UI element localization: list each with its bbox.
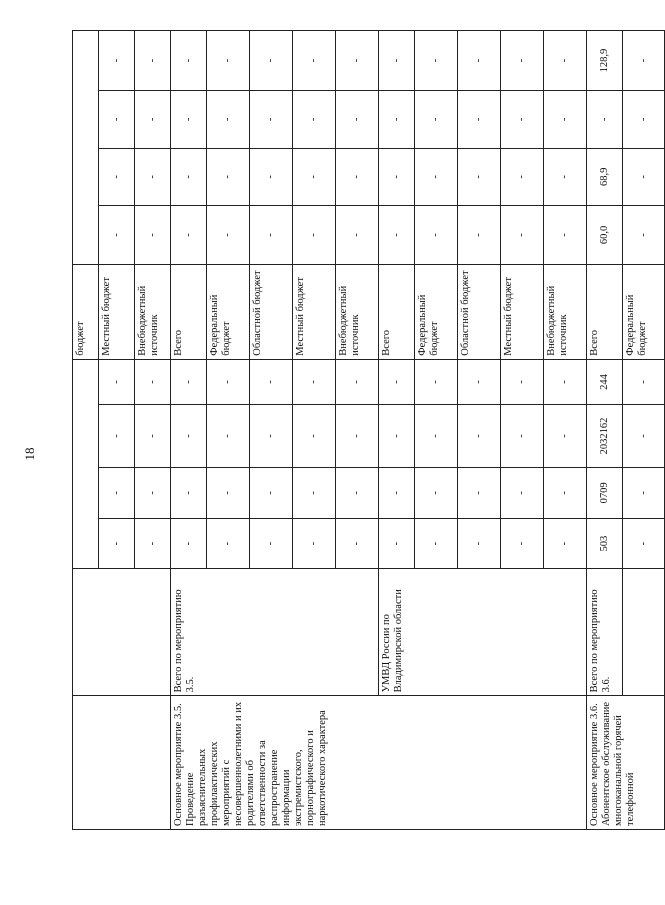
code-cell: - <box>458 518 501 569</box>
value-cell: - <box>250 148 293 205</box>
code-cell: - <box>250 467 293 518</box>
value-cell: - <box>623 91 665 148</box>
code-cell: - <box>415 467 458 518</box>
source-cell: Федеральный бюджет <box>415 264 458 359</box>
code-cell: - <box>501 467 544 518</box>
source-cell: Областной бюджет <box>458 264 501 359</box>
value-cell: - <box>293 31 336 91</box>
code-cell: - <box>171 467 207 518</box>
value-cell: - <box>99 91 135 148</box>
code-cell: - <box>379 467 415 518</box>
code-cell: - <box>99 467 135 518</box>
code-cell: - <box>336 359 379 404</box>
code-cell: - <box>458 359 501 404</box>
code-cell: - <box>623 518 665 569</box>
value-cell: - <box>415 91 458 148</box>
code-cell: - <box>379 518 415 569</box>
code-cell: - <box>379 359 415 404</box>
measure-total-label: Всего по мероприятию 3.6. <box>587 569 623 696</box>
value-cell: - <box>501 206 544 265</box>
rotated-table-wrapper <box>72 30 649 830</box>
code-cell: - <box>135 359 171 404</box>
code-cell: - <box>293 359 336 404</box>
value-cell: 68,9 <box>587 148 623 205</box>
value-cell: - <box>135 91 171 148</box>
value-cell: - <box>458 206 501 265</box>
code-cell: - <box>415 518 458 569</box>
value-cell: - <box>99 31 135 91</box>
value-cell: - <box>501 91 544 148</box>
code-cell: - <box>379 405 415 468</box>
value-cell: - <box>415 31 458 91</box>
source-cell: Федеральный бюджет <box>623 264 665 359</box>
value-cell: - <box>250 31 293 91</box>
code-cell: - <box>99 518 135 569</box>
value-cell: - <box>293 91 336 148</box>
code-cell: - <box>336 467 379 518</box>
code-cell: - <box>501 359 544 404</box>
value-cell: - <box>379 91 415 148</box>
source-cell: Местный бюджет <box>293 264 336 359</box>
code-cell: - <box>458 467 501 518</box>
code-cell: - <box>544 518 587 569</box>
code-cell: - <box>171 518 207 569</box>
value-cell: - <box>207 148 250 205</box>
code-cell: - <box>171 405 207 468</box>
code-cell: 244 <box>587 359 623 404</box>
value-cell: - <box>250 91 293 148</box>
value-cell: - <box>171 148 207 205</box>
measure-title: Основное мероприятие 3.6. Абонентское обслуживание многоканальной горячей телефонной <box>587 696 665 830</box>
value-cell: 128,9 <box>587 31 623 91</box>
value-cell: - <box>336 31 379 91</box>
source-cell: бюджет <box>73 264 99 359</box>
code-cell: - <box>501 518 544 569</box>
budget-table <box>72 30 665 830</box>
code-cell: 0709 <box>587 467 623 518</box>
value-cell: - <box>336 91 379 148</box>
code-cell: - <box>293 405 336 468</box>
code-cell: - <box>544 467 587 518</box>
responsible-cell-empty <box>73 569 171 696</box>
code-cell: - <box>415 359 458 404</box>
code-cell: - <box>250 405 293 468</box>
code-cell: - <box>623 405 665 468</box>
source-cell: Местный бюджет <box>501 264 544 359</box>
code-cell: - <box>207 359 250 404</box>
value-cell: - <box>501 31 544 91</box>
code-cell: 2032162 <box>587 405 623 468</box>
value-cell: - <box>623 206 665 265</box>
code-cell-empty <box>73 359 99 569</box>
source-cell: Всего <box>171 264 207 359</box>
code-cell: - <box>171 359 207 404</box>
code-cell: - <box>207 467 250 518</box>
value-cell: - <box>171 91 207 148</box>
page-number: 18 <box>22 447 37 461</box>
code-cell: - <box>135 405 171 468</box>
value-cell: - <box>293 148 336 205</box>
measure-total-label: Всего по мероприятию 3.5. <box>171 569 379 696</box>
code-cell: - <box>99 405 135 468</box>
code-cell: - <box>293 518 336 569</box>
value-cell: - <box>587 91 623 148</box>
value-cell: - <box>623 31 665 91</box>
code-cell: - <box>458 405 501 468</box>
value-cell: - <box>207 206 250 265</box>
table-row <box>171 31 207 830</box>
value-cell: - <box>415 206 458 265</box>
code-cell: - <box>336 405 379 468</box>
value-cell: - <box>336 206 379 265</box>
source-cell: Внебюджетный источник <box>135 264 171 359</box>
value-cell: - <box>544 91 587 148</box>
code-cell: - <box>415 405 458 468</box>
measure-title: Основное мероприятие 3.5. Проведение разъяснительных профилактических мероприятий с несовершеннолетними и их родителями об ответственности за распространение информации экстремистского, порнографического и наркотического характера <box>171 696 587 830</box>
code-cell: - <box>501 405 544 468</box>
value-cell: - <box>250 206 293 265</box>
code-cell: - <box>544 405 587 468</box>
value-cell: - <box>99 148 135 205</box>
responsible-cell-empty <box>623 569 665 696</box>
value-cell: - <box>171 206 207 265</box>
value-cell: - <box>135 31 171 91</box>
value-cell: - <box>544 206 587 265</box>
code-cell: - <box>135 467 171 518</box>
code-cell: - <box>207 518 250 569</box>
executor-cell: УМВД России по Владимирской области <box>379 569 587 696</box>
value-cell: - <box>293 206 336 265</box>
source-cell: Всего <box>379 264 415 359</box>
code-cell: - <box>99 359 135 404</box>
measure-cell-empty <box>73 696 171 830</box>
source-cell: Всего <box>587 264 623 359</box>
code-cell: 503 <box>587 518 623 569</box>
code-cell: - <box>623 467 665 518</box>
value-cell: - <box>544 31 587 91</box>
value-cell: - <box>207 91 250 148</box>
value-cell: - <box>99 206 135 265</box>
value-cell: 60,0 <box>587 206 623 265</box>
value-cell: - <box>501 148 544 205</box>
code-cell: - <box>135 518 171 569</box>
value-cell: - <box>415 148 458 205</box>
value-cell: - <box>458 148 501 205</box>
value-cell: - <box>458 91 501 148</box>
code-cell: - <box>207 405 250 468</box>
value-cell: - <box>458 31 501 91</box>
source-cell: Местный бюджет <box>99 264 135 359</box>
code-cell: - <box>293 467 336 518</box>
code-cell: - <box>544 359 587 404</box>
value-cell: - <box>379 31 415 91</box>
value-cell: - <box>135 148 171 205</box>
value-cell-empty <box>73 31 99 265</box>
source-cell: Внебюджетный источник <box>336 264 379 359</box>
source-cell: Областной бюджет <box>250 264 293 359</box>
code-cell: - <box>336 518 379 569</box>
code-cell: - <box>250 359 293 404</box>
value-cell: - <box>135 206 171 265</box>
value-cell: - <box>207 31 250 91</box>
source-cell: Внебюджетный источник <box>544 264 587 359</box>
value-cell: - <box>544 148 587 205</box>
value-cell: - <box>379 148 415 205</box>
table-row <box>73 31 99 830</box>
source-cell: Федеральный бюджет <box>207 264 250 359</box>
value-cell: - <box>379 206 415 265</box>
value-cell: - <box>171 31 207 91</box>
table-row <box>587 31 623 830</box>
value-cell: - <box>336 148 379 205</box>
value-cell: - <box>623 148 665 205</box>
code-cell: - <box>250 518 293 569</box>
code-cell: - <box>623 359 665 404</box>
